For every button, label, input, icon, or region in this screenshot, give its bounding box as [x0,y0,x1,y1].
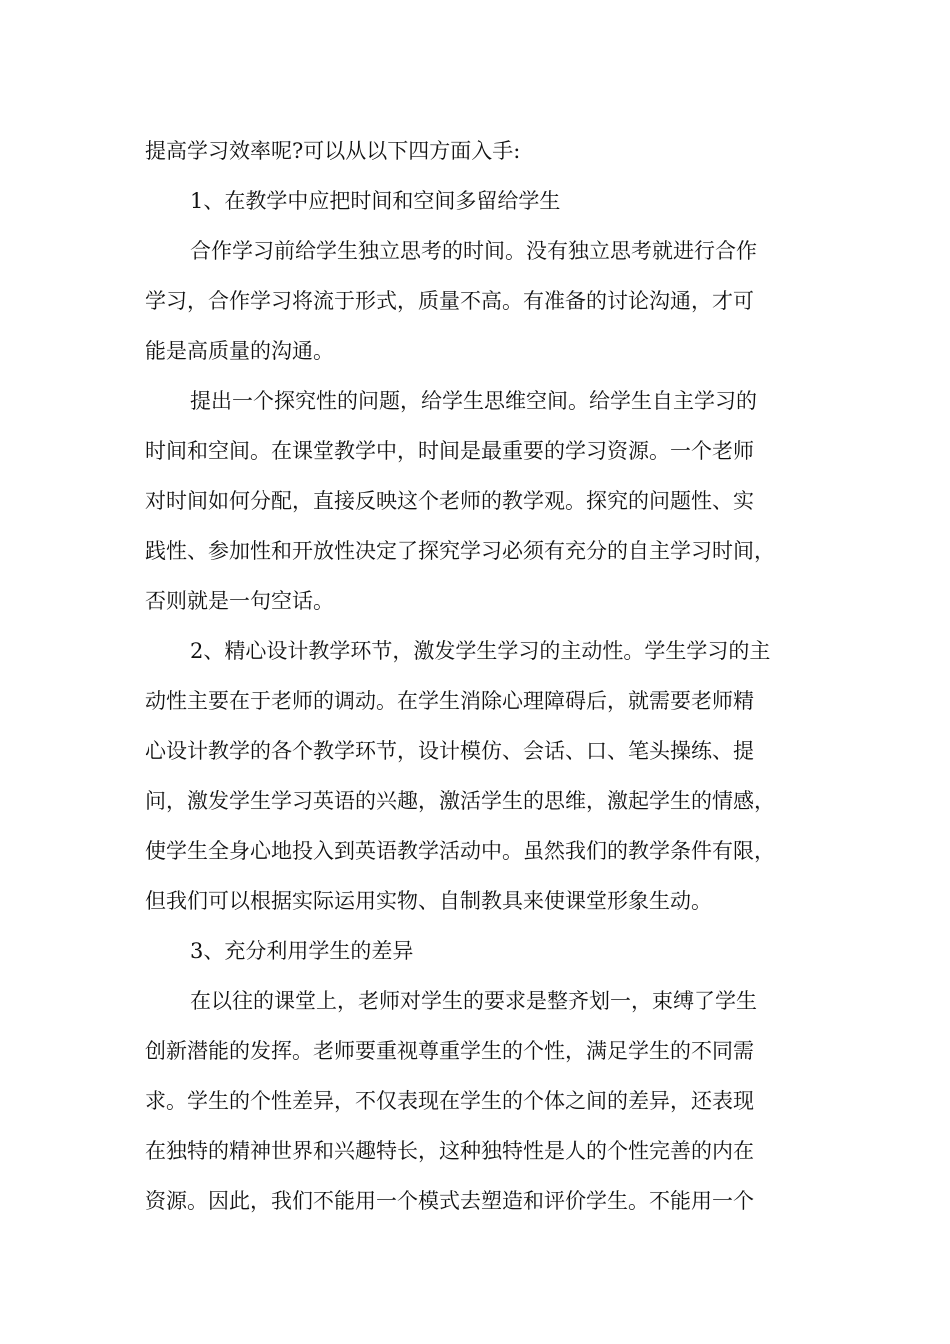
text-line: 时间和空间。在课堂教学中，时间是最重要的学习资源。一个老师 [145,439,754,463]
text-line: 问，激发学生学习英语的兴趣，激活学生的思维，激起学生的情感， [145,789,775,813]
text-line: 践性、参加性和开放性决定了探究学习必须有充分的自主学习时间， [145,539,775,563]
text-line: 提出一个探究性的问题，给学生思维空间。给学生自主学习的 [190,389,757,413]
text-line: 否则就是一句空话。 [145,589,334,613]
text-line: 动性主要在于老师的调动。在学生消除心理障碍后，就需要老师精 [145,689,754,713]
text-line: 求。学生的个性差异，不仅表现在学生的个体之间的差异，还表现 [145,1089,754,1113]
text-line: 但我们可以根据实际运用实物、自制教具来使课堂形象生动。 [145,889,712,913]
text-line: 在以往的课堂上，老师对学生的要求是整齐划一，束缚了学生 [190,989,757,1013]
text-line: 创新潜能的发挥。老师要重视尊重学生的个性，满足学生的不同需 [145,1039,754,1063]
text-line: 提高学习效率呢?可以从以下四方面入手: [145,139,521,163]
section-heading-1: 1、在教学中应把时间和空间多留给学生 [190,189,561,213]
text-line: 能是高质量的沟通。 [145,339,334,363]
text-line: 在独特的精神世界和兴趣特长，这种独特性是人的个性完善的内在 [145,1139,754,1163]
text-line: 学习，合作学习将流于形式，质量不高。有准备的讨论沟通，才可 [145,289,754,313]
text-line: 心设计教学的各个教学环节，设计模仿、会话、口、笔头操练、提 [145,739,754,763]
section-heading-2: 2、精心设计教学环节，激发学生学习的主动性。学生学习的主 [190,639,771,663]
section-heading-3: 3、充分利用学生的差异 [190,939,414,963]
text-line: 合作学习前给学生独立思考的时间。没有独立思考就进行合作 [190,239,757,263]
text-line: 使学生全身心地投入到英语教学活动中。虽然我们的教学条件有限， [145,839,775,863]
text-line: 对时间如何分配，直接反映这个老师的教学观。探究的问题性、实 [145,489,754,513]
text-line: 资源。因此，我们不能用一个模式去塑造和评价学生。不能用一个 [145,1189,754,1213]
